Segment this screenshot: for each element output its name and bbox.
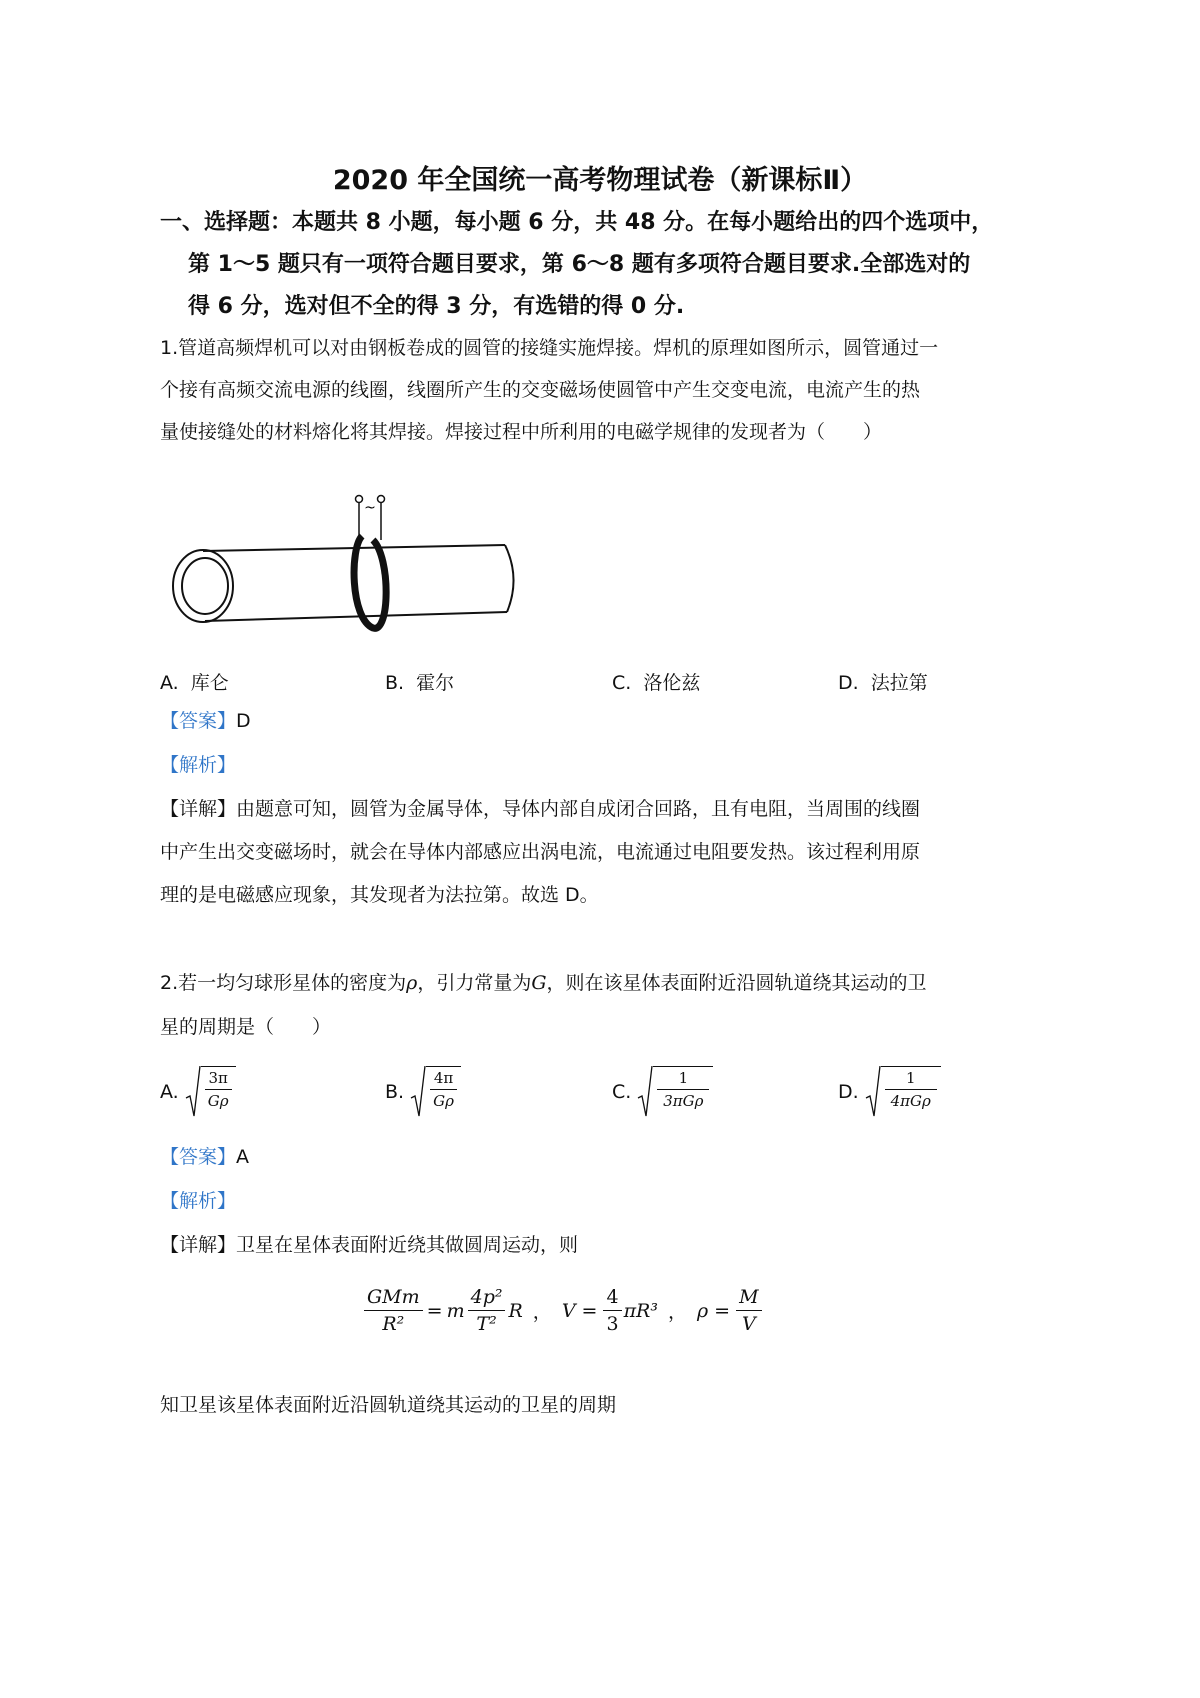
option-letter: A. <box>160 1081 179 1103</box>
eq-equals: = <box>714 1299 731 1322</box>
eq-symbol: m <box>446 1299 465 1322</box>
pipe-drawing <box>173 545 514 622</box>
fraction-denominator: 3πGρ <box>663 1092 704 1110</box>
eq-denominator: R² <box>382 1313 405 1335</box>
option-text: 法拉第 <box>870 672 928 694</box>
sqrt-expression <box>637 1066 713 1118</box>
sqrt-expression <box>410 1066 461 1118</box>
option-letter: A. <box>160 672 179 694</box>
page-title: 2020 年全国统一高考物理试卷（新课标Ⅱ） <box>332 165 868 196</box>
q2-option-c <box>612 1066 713 1118</box>
q2-stem-line-1 <box>160 974 927 993</box>
q2-option-a <box>160 1066 236 1118</box>
fraction-numerator: 1 <box>885 1069 937 1090</box>
q1-analysis-label: 【解析】 <box>160 754 237 776</box>
answer-value: D <box>236 710 251 732</box>
option-letter: D. <box>838 1081 859 1103</box>
option-letter: B. <box>385 672 405 694</box>
eq-separator: ， <box>532 1301 552 1323</box>
option-text: 库仑 <box>190 672 229 694</box>
eq-symbol: πR³ <box>623 1299 658 1322</box>
eq-numerator: GMm <box>364 1286 423 1311</box>
sqrt-expression <box>865 1066 941 1118</box>
answer-value: A <box>236 1146 250 1168</box>
q1-option-a <box>160 668 229 695</box>
fraction-numerator: 1 <box>657 1069 709 1090</box>
fraction-denominator: Gρ <box>207 1092 229 1110</box>
q1-option-c <box>612 668 700 695</box>
eq-symbol: ρ <box>697 1299 709 1322</box>
eq-separator: ， <box>667 1301 687 1323</box>
section-line-2: 第 1～5 题只有一项符合题目要求，第 6～8 题有多项符合题目要求.全部选对的 <box>188 252 971 277</box>
detail-label: 【详解】 <box>160 1234 237 1256</box>
option-text: 霍尔 <box>416 672 455 694</box>
pipe-coil-figure <box>165 488 535 638</box>
q1-detail-line-2: 中产生出交变磁场时，就会在导体内部感应出涡电流，电流通过电阻要发热。该过程利用原 <box>160 841 921 863</box>
eq-denominator: T² <box>476 1313 497 1335</box>
radical-sign-icon <box>410 1066 426 1118</box>
section-line-3: 得 6 分，选对但不全的得 3 分，有选错的得 0 分. <box>188 294 685 319</box>
eq-denominator: 3 <box>606 1313 619 1335</box>
option-letter: B. <box>385 1081 405 1103</box>
option-text: 洛伦兹 <box>643 672 701 694</box>
q2-stem-text: ，引力常量为 <box>417 972 532 994</box>
q1-stem-line-2: 个接有高频交流电源的线圈，线圈所产生的交变磁场使圆管中产生交变电流，电流产生的热 <box>160 379 921 401</box>
q2-stem-line-2: 星的周期是（ ） <box>160 1016 332 1038</box>
q1-option-b <box>385 668 454 695</box>
radical-sign-icon <box>637 1066 653 1118</box>
radical-sign-icon <box>865 1066 881 1118</box>
q1-detail-line-1 <box>160 800 920 819</box>
option-letter: C. <box>612 1081 632 1103</box>
q2-analysis-label: 【解析】 <box>160 1190 237 1212</box>
q1-answer <box>160 712 251 731</box>
q2-stem-text: ，则在该星体表面附近沿圆轨道绕其运动的卫 <box>546 972 927 994</box>
eq-symbol: V <box>561 1299 576 1322</box>
fraction-denominator: 4πGρ <box>890 1092 931 1110</box>
eq-symbol: R <box>508 1299 523 1322</box>
q2-equation <box>364 1286 762 1335</box>
q1-stem-line-3: 量使接缝处的材料熔化将其焊接。焊接过程中所利用的电磁学规律的发现者为（ ） <box>160 421 883 443</box>
ac-source-symbol: ~ <box>364 500 376 516</box>
eq-denominator: V <box>741 1313 756 1335</box>
section-line-1: 一、选择题：本题共 8 小题，每小题 6 分，共 48 分。在每小题给出的四个选项中， <box>160 210 994 235</box>
answer-label: 【答案】 <box>160 710 237 732</box>
q2-conclusion: 知卫星该星体表面附近沿圆轨道绕其运动的卫星的周期 <box>160 1394 617 1416</box>
detail-text: 由题意可知，圆管为金属导体，导体内部自成闭合回路，且有电阻，当周围的线圈 <box>236 798 921 820</box>
eq-numerator: 4p² <box>468 1286 506 1311</box>
g-symbol: G <box>531 972 547 994</box>
q2-option-d <box>838 1066 941 1118</box>
q1-option-d <box>838 668 928 695</box>
q2-option-b <box>385 1066 461 1118</box>
detail-text: 卫星在星体表面附近绕其做圆周运动，则 <box>236 1234 579 1256</box>
eq-numerator: M <box>736 1286 761 1311</box>
q2-answer <box>160 1148 249 1167</box>
q2-stem-text: 2.若一均匀球形星体的密度为 <box>160 972 407 994</box>
option-letter: C. <box>612 672 632 694</box>
sqrt-expression <box>185 1066 236 1118</box>
fraction-denominator: Gρ <box>433 1092 454 1110</box>
option-letter: D. <box>838 672 859 694</box>
fraction-numerator: 4π <box>430 1069 457 1090</box>
detail-label: 【详解】 <box>160 798 237 820</box>
eq-numerator: 4 <box>603 1286 621 1311</box>
radical-sign-icon <box>185 1066 201 1118</box>
q1-stem-line-1: 1.管道高频焊机可以对由钢板卷成的圆管的接缝实施焊接。焊机的原理如图所示，圆管通过一 <box>160 337 939 359</box>
q1-detail-line-3: 理的是电磁感应现象，其发现者为法拉第。故选 D。 <box>160 884 599 906</box>
q2-detail-line-1 <box>160 1236 578 1255</box>
fraction-numerator: 3π <box>205 1069 232 1090</box>
eq-equals: = <box>581 1299 598 1322</box>
eq-equals: = <box>426 1299 443 1322</box>
rho-symbol: ρ <box>406 972 418 994</box>
answer-label: 【答案】 <box>160 1146 237 1168</box>
